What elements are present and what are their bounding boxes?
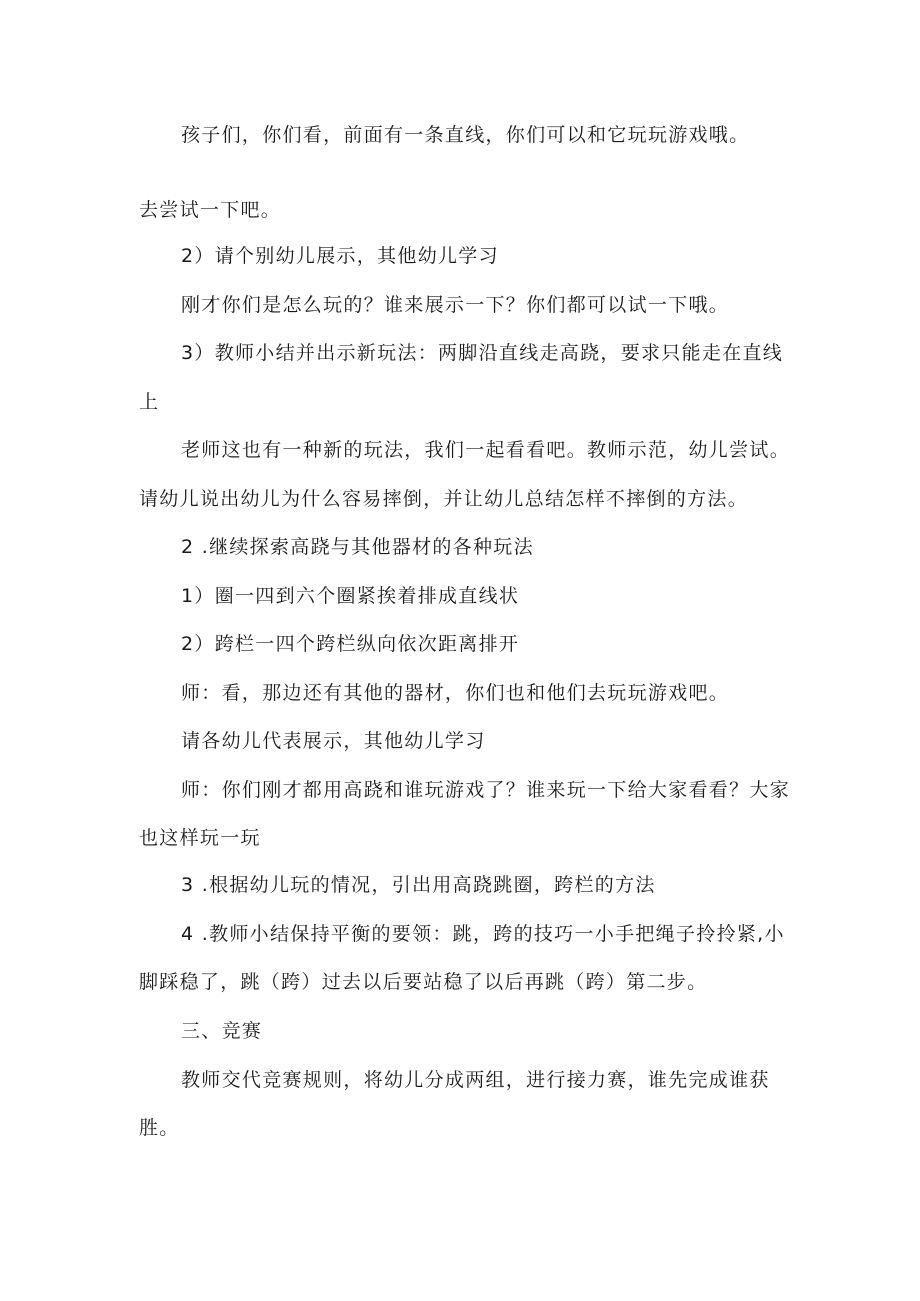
- section-heading: 三、竞赛: [181, 1020, 263, 1042]
- text-line: 2）跨栏一四个跨栏纵向依次距离排开: [181, 633, 520, 655]
- text-line: 师：你们刚才都用高跷和谁玩游戏了？谁来玩一下给大家看看？大家: [181, 779, 791, 801]
- text-line: 也这样玩一玩: [139, 827, 261, 849]
- text-line: 3）教师小结并出示新玩法：两脚沿直线走高跷，要求只能走在直线: [181, 342, 784, 364]
- text-line: 3 .根据幼儿玩的情况，引出用高跷跳圈，跨栏的方法: [181, 874, 656, 896]
- text-line: 脚踩稳了，跳（跨）过去以后要站稳了以后再跳（跨）第二步。: [139, 971, 708, 993]
- text-line: 老师这也有一种新的玩法，我们一起看看吧。教师示范，幼儿尝试。: [181, 439, 791, 461]
- text-line: 去尝试一下吧。: [139, 199, 282, 221]
- text-line: 2 .继续探索高跷与其他器材的各种玩法: [181, 536, 534, 558]
- text-line: 4 .教师小结保持平衡的要领：跳，跨的技巧一小手把绳子拎拎紧,小: [181, 923, 785, 945]
- text-line: 请幼儿说出幼儿为什么容易摔倒，并让幼儿总结怎样不摔倒的方法。: [139, 488, 749, 510]
- text-line: 2）请个别幼儿展示，其他幼儿学习: [181, 245, 499, 267]
- text-line: 刚才你们是怎么玩的？谁来展示一下？你们都可以试一下哦。: [181, 294, 730, 316]
- text-line: 上: [139, 391, 160, 413]
- text-line: 师：看，那边还有其他的器材，你们也和他们去玩玩游戏吧。: [181, 682, 730, 704]
- text-line: 孩子们，你们看，前面有一条直线，你们可以和它玩玩游戏哦。: [181, 124, 750, 146]
- text-line: 教师交代竞赛规则，将幼儿分成两组，进行接力赛，谁先完成谁获: [181, 1069, 770, 1091]
- text-line: 请各幼儿代表展示，其他幼儿学习: [181, 730, 486, 752]
- text-line: 1）圈一四到六个圈紧挨着排成直线状: [181, 585, 520, 607]
- text-line: 胜。: [139, 1117, 180, 1139]
